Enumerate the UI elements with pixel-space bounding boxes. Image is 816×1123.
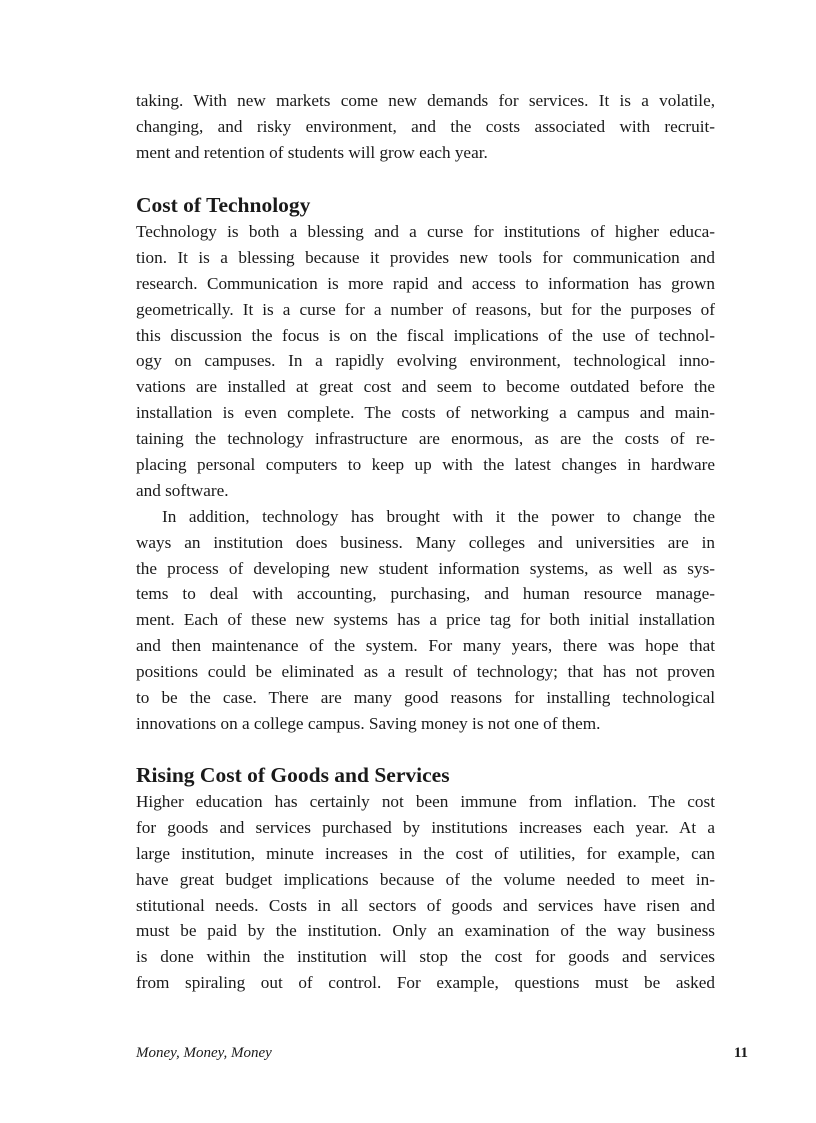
text-line: Higher education has certainly not been immune from inflation. The cost [136, 792, 715, 811]
text-line: geometrically. It is a curse for a number of reasons, but for the purposes of [136, 299, 715, 319]
text-line: changing, and risky environment, and the costs associated with recruit- [136, 116, 715, 136]
text-line: ment and retention of students will grow each year. [136, 142, 488, 162]
text-line: have great budget implications because of the volume needed to meet in- [136, 869, 715, 889]
section-heading-cost-of-technology: Cost of Technology [136, 193, 311, 217]
text-line: stitutional needs. Costs in all sectors of goods and services have risen and [136, 895, 715, 915]
text-line: Technology is both a blessing and a curse for institutions of higher educa- [136, 222, 715, 241]
text-line: is done within the institution will stop the cost for goods and services [136, 947, 715, 967]
text-line: and then maintenance of the system. For many years, there was hope that [136, 636, 715, 656]
text-line: taking. With new markets come new demands for services. It is a volatile, [136, 91, 715, 110]
text-line: research. Communication is more rapid and access to information has grown [136, 273, 715, 293]
rising-cost-body [136, 789, 715, 996]
text-line: innovations on a college campus. Saving money is not one of them. [136, 713, 601, 733]
text-line: tems to deal with accounting, purchasing, and human resource manage- [136, 584, 715, 604]
text-line: ways an institution does business. Many colleges and universities are in [136, 532, 715, 552]
intro-paragraph [136, 88, 715, 166]
text-line: placing personal computers to keep up with the latest changes in hardware [136, 455, 715, 475]
text-line: ogy on campuses. In a rapidly evolving environment, technological inno- [136, 351, 715, 371]
text-line: taining the technology infrastructure are enormous, as are the costs of re- [136, 429, 715, 449]
running-footer-title: Money, Money, Money [136, 1045, 272, 1061]
text-line: In addition, technology has brought with it the power to change the [162, 506, 715, 526]
text-line: positions could be eliminated as a result of technology; that has not proven [136, 662, 715, 682]
page-number: 11 [733, 1045, 748, 1061]
cost-of-technology-body [136, 219, 715, 737]
text-line: from spiraling out of control. For example, questions must be asked [136, 973, 715, 993]
text-line: this discussion the focus is on the fiscal implications of the use of technol- [136, 325, 715, 345]
text-line: to be the case. There are many good reasons for installing technological [136, 688, 715, 708]
text-line: vations are installed at great cost and seem to become outdated before the [136, 377, 715, 397]
text-line: must be paid by the institution. Only an examination of the way business [136, 921, 715, 941]
text-line: large institution, minute increases in the cost of utilities, for example, can [136, 843, 715, 863]
text-line: installation is even complete. The costs of networking a campus and main- [136, 403, 715, 423]
text-line: the process of developing new student information systems, as well as sys- [136, 558, 715, 578]
text-line: ment. Each of these new systems has a price tag for both initial installation [136, 610, 715, 630]
section-heading-rising-cost: Rising Cost of Goods and Services [136, 763, 450, 787]
text-line: for goods and services purchased by institutions increases each year. At a [136, 817, 715, 837]
text-line: tion. It is a blessing because it provides new tools for communication and [136, 247, 715, 267]
text-line: and software. [136, 480, 229, 500]
